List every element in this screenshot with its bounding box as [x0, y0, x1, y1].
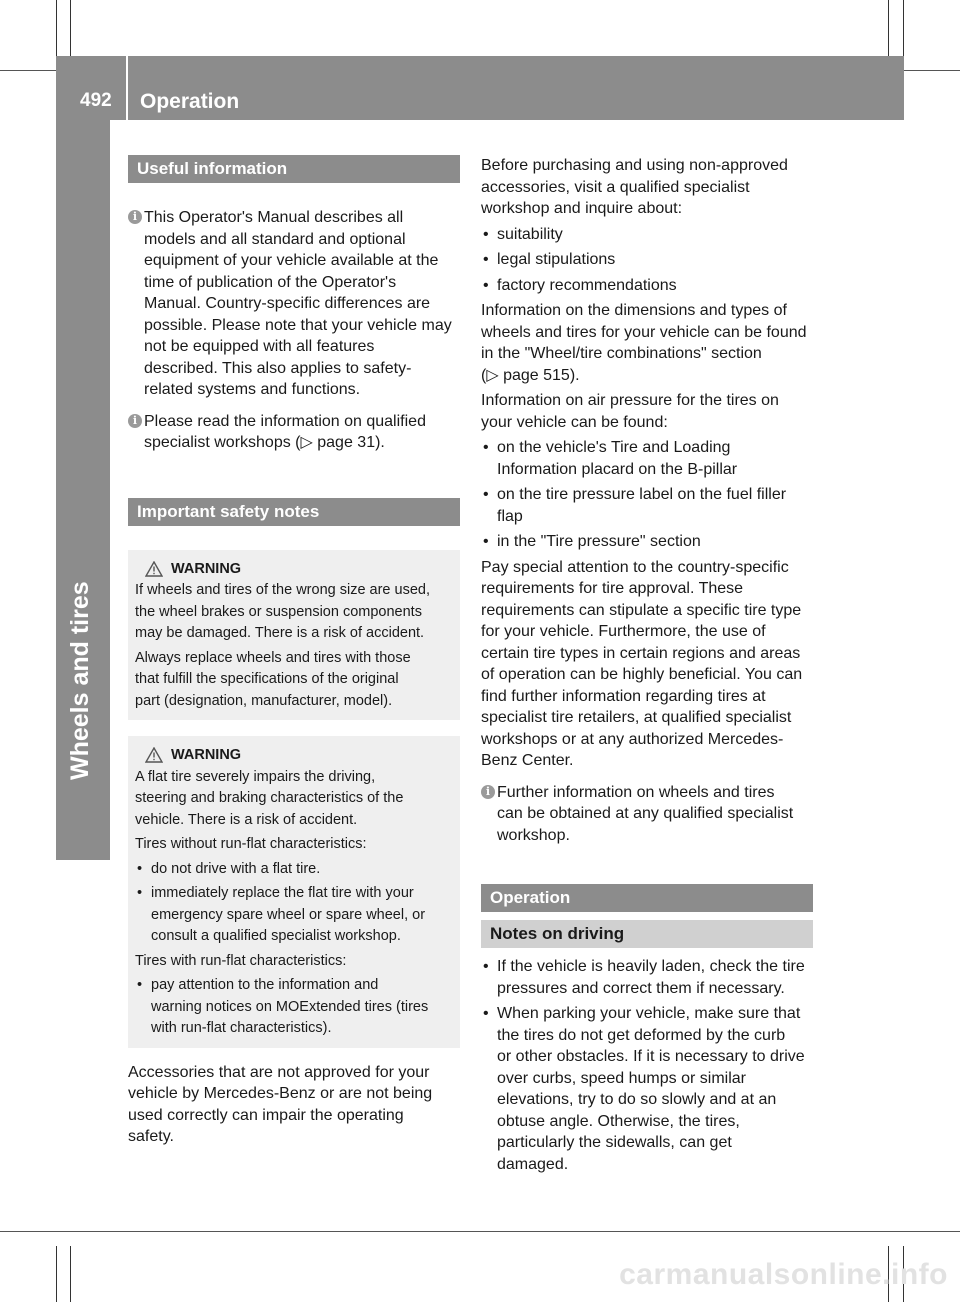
crop-mark [56, 1246, 57, 1302]
text-line: pressures and correct them if necessary. [497, 979, 785, 997]
text-line: steering and braking characteristics of the [135, 790, 404, 806]
text-line: or other obstacles. If it is necessary to drive [497, 1048, 805, 1065]
crop-mark [70, 0, 71, 60]
crop-mark [70, 1246, 71, 1302]
page-title: Operation [140, 90, 240, 113]
section-heading-important-safety-notes: Important safety notes [128, 498, 460, 526]
list-item [481, 484, 813, 527]
text-line: obtuse angle. Otherwise, the tires, [497, 1112, 740, 1130]
text-line: on the vehicle's Tire and Loading [497, 439, 731, 456]
text-line: emergency spare wheel or spare wheel, or [151, 906, 426, 923]
text-line: over curbs, speed humps or similar [497, 1069, 746, 1087]
info-note-manual [128, 207, 460, 401]
list-item: • legal stipulations [481, 249, 813, 271]
list-item: • in the "Tire pressure" section [481, 531, 813, 553]
section-heading-operation: Operation [481, 884, 813, 912]
text-line: with run-flat characteristics). [151, 1020, 332, 1036]
text-line: part (designation, manufacturer, model). [135, 692, 393, 709]
warning-heading [135, 559, 453, 581]
text-line: vehicle by Mercedes-Benz or are not being [128, 1085, 433, 1102]
text-line: on the tire pressure label on the fuel filler [497, 486, 787, 503]
text-line: flap [497, 507, 523, 525]
text-line: related systems and functions. [144, 381, 361, 398]
text-line: Manual. Country-specific differences are [144, 295, 431, 312]
list-item [481, 437, 813, 480]
text-line: This Operator's Manual describes all [144, 209, 404, 226]
section-heading-useful-information: Useful information [128, 155, 460, 183]
text-line: If the vehicle is heavily laden, check the tire [497, 958, 805, 975]
info-note-workshops [128, 411, 460, 454]
warning-title: WARNING [171, 747, 242, 763]
text-line: your vehicle can be found: [481, 413, 668, 431]
list-item [135, 883, 453, 948]
list-item: • factory recommendations [481, 275, 813, 297]
text-line: workshops or at any authorized Mercedes- [481, 730, 784, 748]
info-note-further [481, 782, 813, 847]
text-line: Accessories that are not approved for your [128, 1063, 430, 1081]
info-icon: i [128, 210, 142, 224]
list-item: • suitability [481, 224, 813, 246]
header-divider [126, 56, 128, 120]
text-line: If wheels and tires of the wrong size are used, [135, 582, 430, 598]
text-line: equipment of your vehicle available at the [144, 252, 439, 269]
text-line: Further information on wheels and tires [497, 783, 775, 801]
text-line: described. This also applies to safety- [144, 359, 412, 377]
text-line: Before purchasing and using non-approved [481, 157, 788, 174]
text-line: Pay special attention to the country-specific [481, 558, 789, 576]
text-line: can be obtained at any qualified specialist [497, 805, 794, 822]
text-line: immediately replace the flat tire with your [151, 885, 414, 901]
text-line: wheels and tires for your vehicle can be found [481, 323, 807, 341]
page-number: 492 [80, 90, 112, 111]
list-item [481, 956, 813, 999]
text-line: Please read the information on qualified [144, 412, 426, 430]
warning-text: Tires without run-flat characteristics: [135, 836, 367, 852]
text-line: in the "Wheel/tire combinations" section [481, 345, 762, 362]
dimensions-paragraph [481, 300, 813, 386]
text-line: Information placard on the B-pillar [497, 460, 738, 478]
text-line: Always replace wheels and tires with those [135, 649, 411, 666]
text-line: workshop. [497, 826, 570, 844]
text-line: elevations, try to do so slowly and at an [497, 1091, 777, 1108]
text-line: pay attention to the information and [151, 977, 379, 993]
text-line: time of publication of the Operator's [144, 273, 397, 291]
text-line: used correctly can impair the operating [128, 1106, 404, 1124]
crop-mark [0, 1231, 960, 1232]
air-pressure-paragraph [481, 390, 813, 433]
text-line: possible. Please note that your vehicle may [144, 316, 452, 334]
warning-box-wrong-size [128, 550, 460, 721]
text-line: models and all standard and optional [144, 230, 406, 248]
info-icon: i [128, 414, 142, 428]
text-line: Information on the dimensions and types of [481, 302, 787, 319]
page-reference-link[interactable]: specialist workshops (▷ page 31). [144, 434, 385, 451]
text-line: requirements can stipulate a specific tire type [481, 601, 802, 619]
list-item: • do not drive with a flat tire. [135, 859, 453, 881]
text-line: of operation can be highly beneficial. You can [481, 666, 803, 683]
warning-text [135, 580, 453, 645]
crop-mark [888, 0, 889, 60]
info-icon: i [481, 785, 495, 799]
text-line: vehicle. There is a risk of accident. [135, 811, 358, 828]
list-item [481, 1003, 813, 1175]
text-line: the tires do not get deformed by the curb [497, 1026, 786, 1044]
text-line: safety. [128, 1128, 174, 1145]
watermark: carmanualsonline.info [619, 1258, 948, 1291]
text-line: A flat tire severely impairs the driving, [135, 768, 376, 785]
tire-approval-paragraph [481, 557, 813, 772]
text-line: workshop and inquire about: [481, 200, 683, 217]
text-line: not be equipped with all features [144, 338, 375, 355]
text-line: for your vehicle. Furthermore, the use of [481, 623, 766, 640]
text-line: accessories, visit a qualified specialist [481, 178, 750, 196]
warning-title: WARNING [171, 560, 242, 577]
text-line: find further information regarding tires at [481, 687, 766, 705]
intro-paragraph [481, 155, 813, 220]
text-line: that fulfill the specifications of the original [135, 671, 399, 687]
text-line: requirements for tire approval. These [481, 580, 744, 597]
text-line: consult a qualified specialist workshop. [151, 928, 401, 944]
left-column [128, 155, 460, 1148]
chapter-side-tab-label: Wheels and tires [66, 581, 94, 780]
text-line: particularly the sidewalls, can get [497, 1134, 732, 1151]
warning-text [135, 767, 453, 832]
text-line: When parking your vehicle, make sure that [497, 1005, 801, 1022]
list-item [135, 975, 453, 1040]
page-reference-link[interactable]: (▷ page 515). [481, 366, 580, 384]
text-line: warning notices on MOExtended tires (tires [151, 998, 429, 1015]
warning-text [135, 648, 453, 713]
warning-heading [135, 745, 453, 767]
text-line: Benz Center. [481, 752, 574, 769]
text-line: the wheel brakes or suspension components [135, 603, 422, 620]
text-line: specialist tire retailers, at qualified specialist [481, 709, 792, 726]
crop-mark [56, 0, 57, 60]
warning-box-flat-tire [128, 736, 460, 1048]
accessories-paragraph [128, 1062, 460, 1148]
right-column [481, 155, 813, 1175]
text-line: damaged. [497, 1155, 569, 1173]
text-line: Information on air pressure for the tires on [481, 392, 779, 409]
text-line: may be damaged. There is a risk of accident. [135, 625, 425, 641]
warning-text: Tires with run-flat characteristics: [135, 952, 347, 969]
text-line: certain tire types in certain regions and areas [481, 644, 801, 662]
crop-mark [903, 0, 904, 60]
warning-triangle-icon [145, 561, 163, 577]
subsection-heading-notes-on-driving: Notes on driving [481, 920, 813, 948]
warning-triangle-icon [145, 747, 163, 763]
